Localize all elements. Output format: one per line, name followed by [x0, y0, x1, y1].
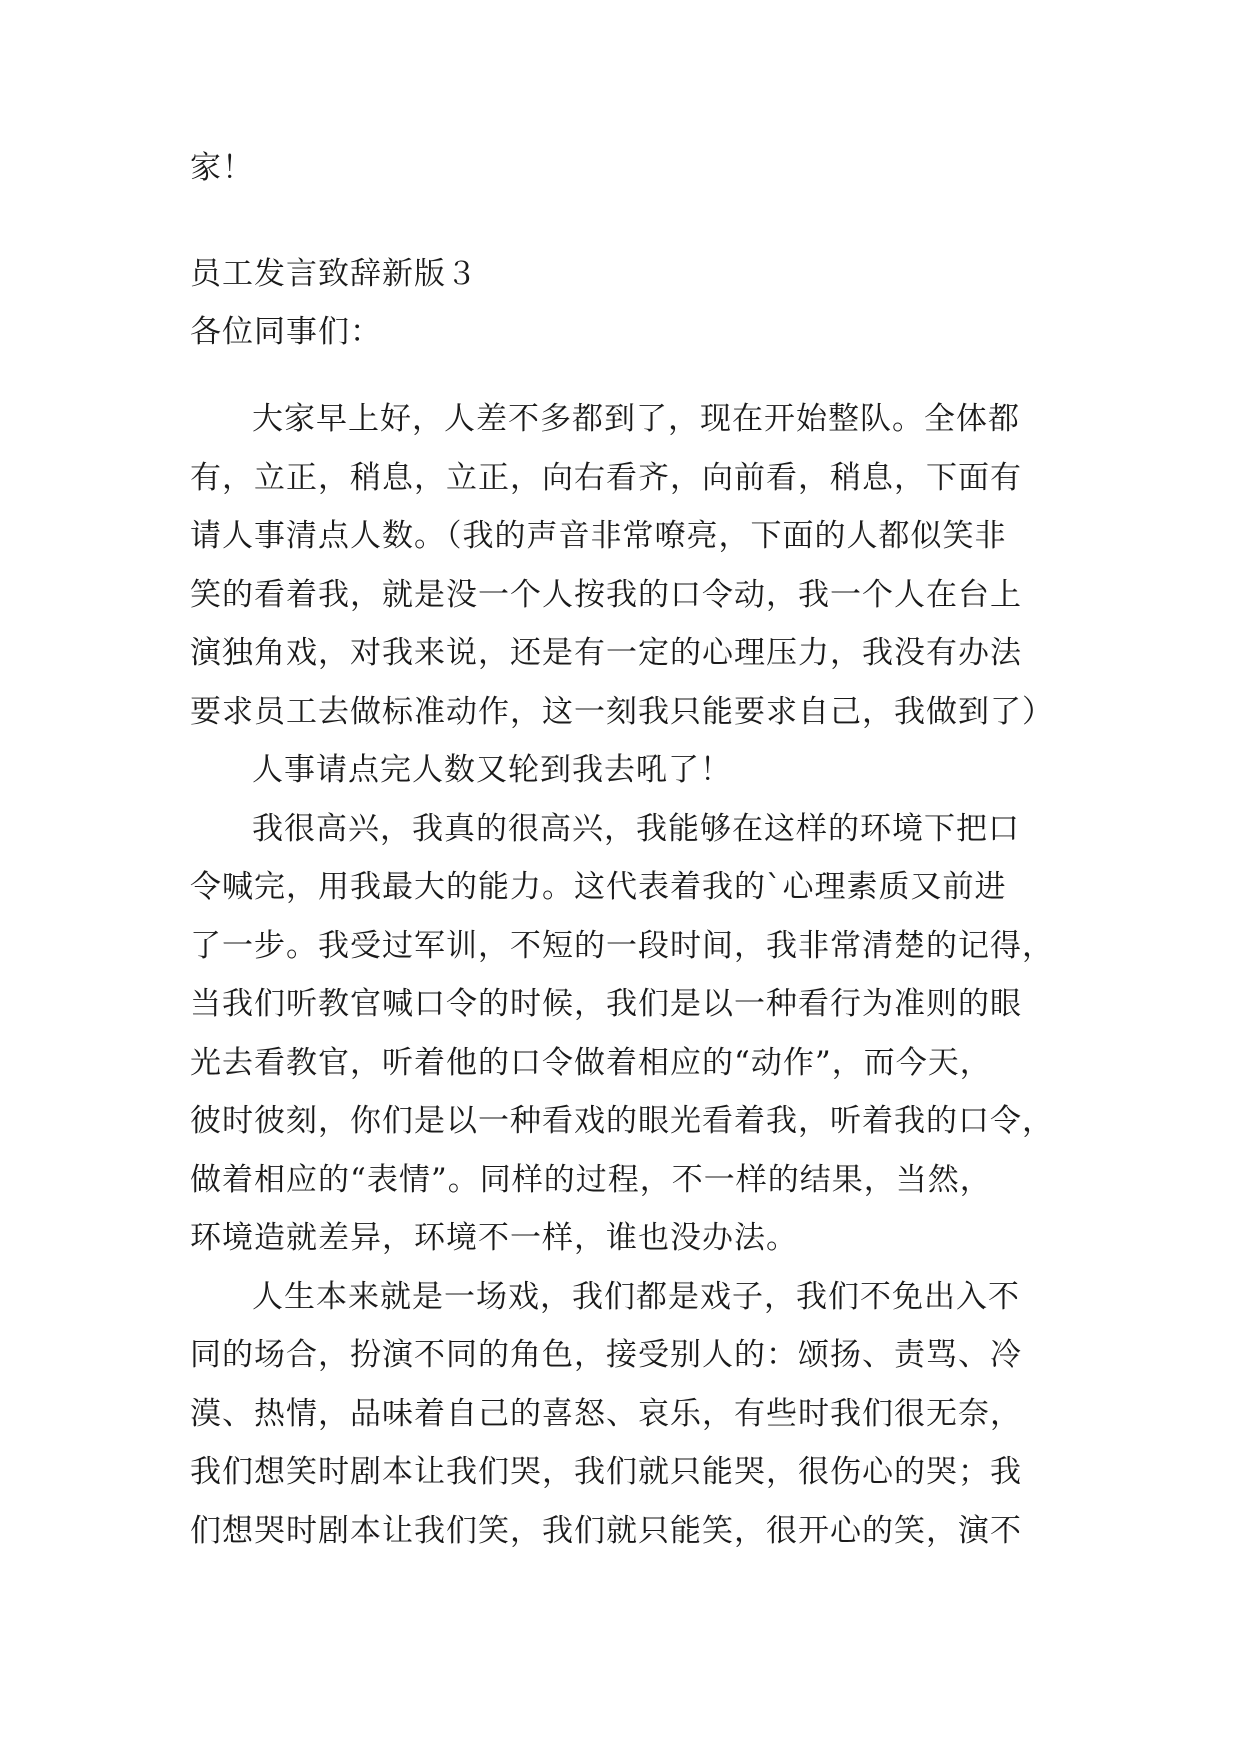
- paragraph-line: 人事请点完人数又轮到我去吼了！: [252, 752, 732, 788]
- paragraph-line: 了一步。我受过军训，不短的一段时间，我非常清楚的记得，: [190, 927, 1054, 964]
- paragraph-line: 环境造就差异，环境不一样，谁也没办法。: [190, 1220, 798, 1256]
- paragraph-line: 我很高兴，我真的很高兴，我能够在这样的环境下把口: [252, 810, 1020, 847]
- paragraph-line: 人生本来就是一场戏，我们都是戏子，我们不免出入不: [252, 1278, 1020, 1315]
- paragraph-line: 大家早上好，人差不多都到了，现在开始整队。全体都: [252, 401, 1020, 437]
- paragraph-line: 同的场合，扮演不同的角色，接受别人的：颂扬、责骂、冷: [190, 1337, 1022, 1373]
- paragraph-line: 们想哭时剧本让我们笑，我们就只能笑，很开心的笑，演不: [190, 1512, 1022, 1549]
- salutation: 各位同事们：: [190, 314, 382, 350]
- paragraph-line: 我们想笑时剧本让我们哭，我们就只能哭，很伤心的哭；我: [190, 1454, 1022, 1490]
- paragraph-line: 彼时彼刻，你们是以一种看戏的眼光看着我，听着我的口令，: [190, 1103, 1054, 1139]
- paragraph-line: 光去看教官，听着他的口令做着相应的“动作”，而今天，: [190, 1044, 992, 1081]
- paragraph-line: 令喊完，用我最大的能力。这代表着我的`心理素质又前进: [190, 869, 1007, 905]
- paragraph-line: 要求员工去做标准动作，这一刻我只能要求自己，我做到了）: [190, 693, 1054, 730]
- paragraph-line: 请人事清点人数。（我的声音非常嘹亮，下面的人都似笑非: [190, 518, 1007, 554]
- paragraph-line: 演独角戏，对我来说，还是有一定的心理压力，我没有办法: [190, 635, 1022, 671]
- body-text: [190, 390, 1054, 1560]
- paragraph-line: 漠、热情，品味着自己的喜怒、哀乐，有些时我们很无奈，: [190, 1395, 1022, 1432]
- paragraph-line: 做着相应的“表情”。同样的过程，不一样的结果，当然，: [190, 1161, 992, 1198]
- fragment-top: 家！: [190, 150, 254, 186]
- paragraph-line: 当我们听教官喊口令的时候，我们是以一种看行为准则的眼: [190, 986, 1022, 1022]
- paragraph-line: 有，立正，稍息，立正，向右看齐，向前看，稍息，下面有: [190, 459, 1022, 496]
- paragraph-line: 笑的看着我，就是没一个人按我的口令动，我一个人在台上: [190, 576, 1022, 613]
- section-heading: 员工发言致辞新版３: [190, 256, 478, 292]
